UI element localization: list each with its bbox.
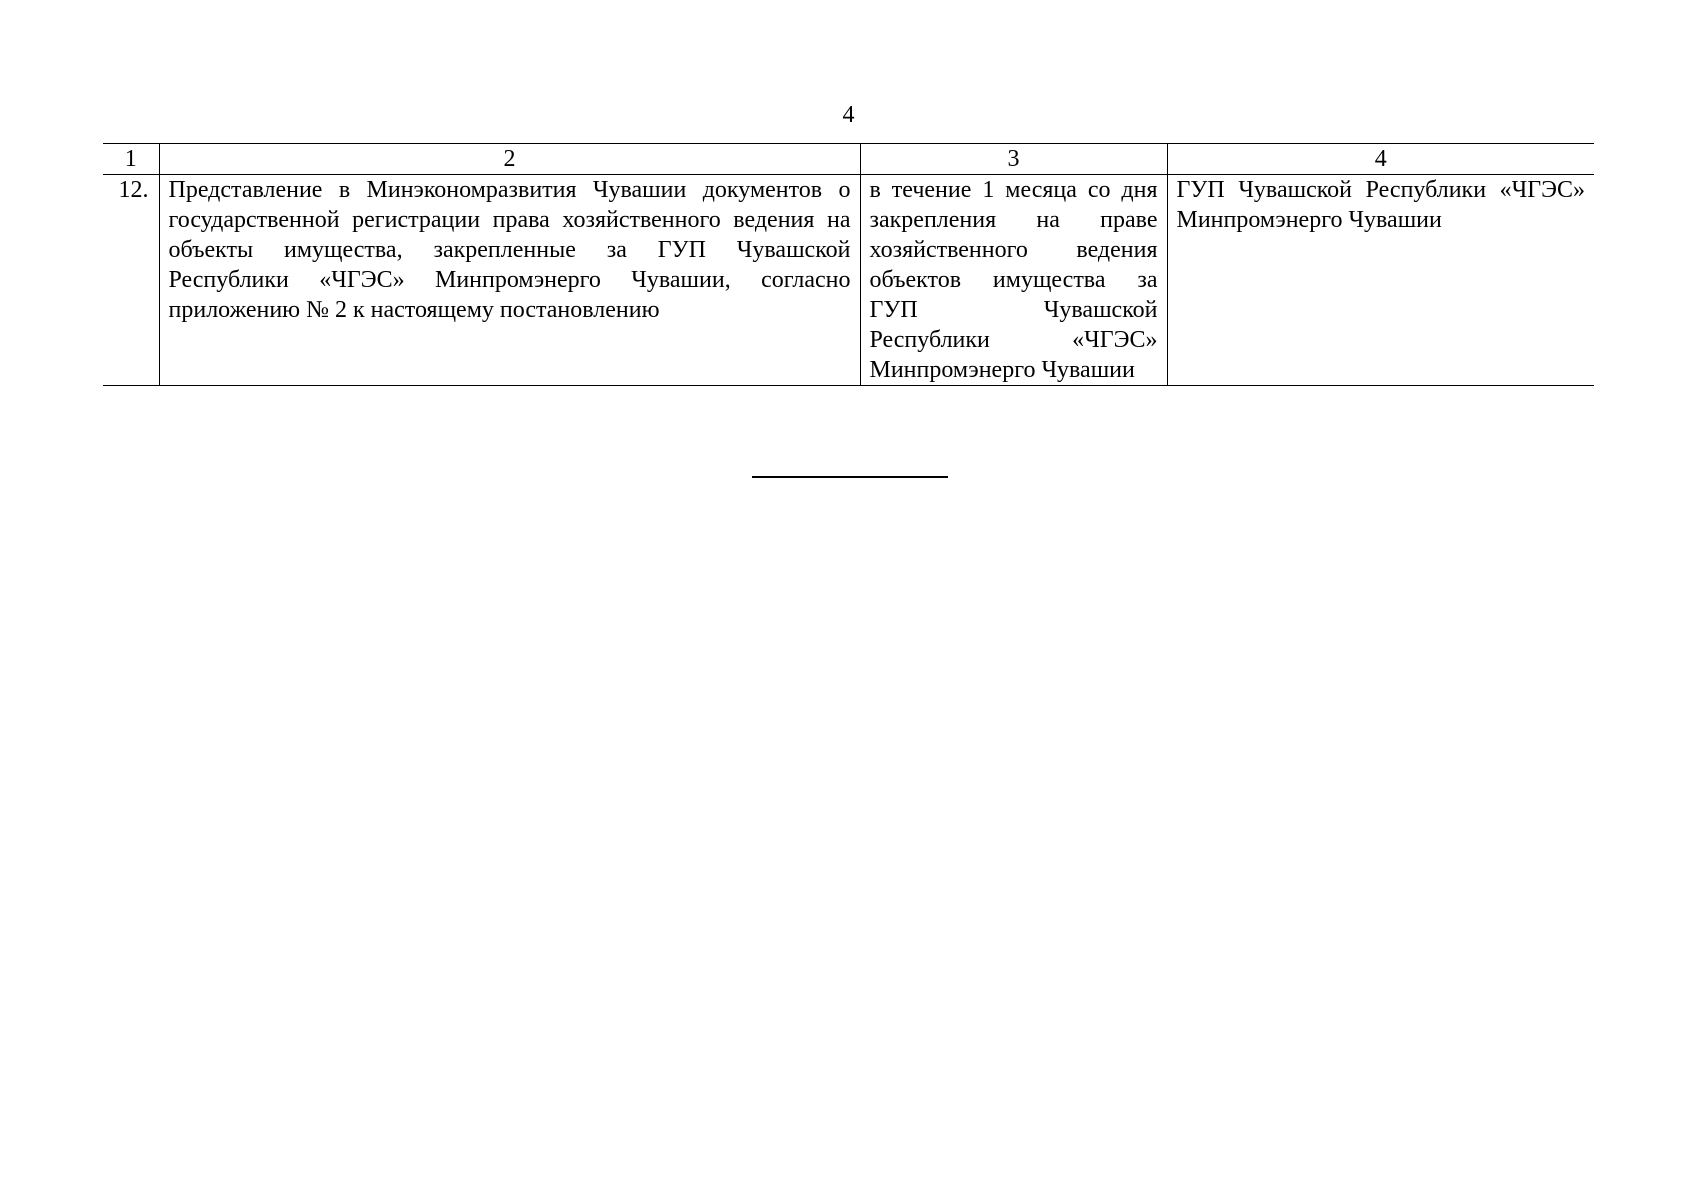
deadline-cell: в течение 1 месяца со дня закрепления на праве хозяйственного ведения объектов имущества за ГУП Чувашской Республики «ЧГЭС» Минпромэнерго Чувашии [860,175,1167,386]
column-header-2: 2 [159,144,860,175]
page-number: 4 [842,102,855,128]
row-number: 12. [103,175,159,386]
table-header-row [103,144,1594,175]
column-header-4: 4 [1167,144,1594,175]
responsible-cell: ГУП Чувашской Республики «ЧГЭС» Минпромэнерго Чувашии [1167,175,1594,386]
table-row [103,175,1594,386]
measures-table [103,143,1594,386]
document-end-rule [752,476,948,478]
column-header-1: 1 [103,144,159,175]
action-cell: Представление в Минэкономразвития Чувашии документов о государственной регистрации права хозяйственного ведения на объекты имущества, закрепленные за ГУП Чувашской Республики «ЧГЭС» Минпромэнерго Чувашии, согласно приложению № 2 к настоящему постановлению [159,175,860,386]
column-header-3: 3 [860,144,1167,175]
